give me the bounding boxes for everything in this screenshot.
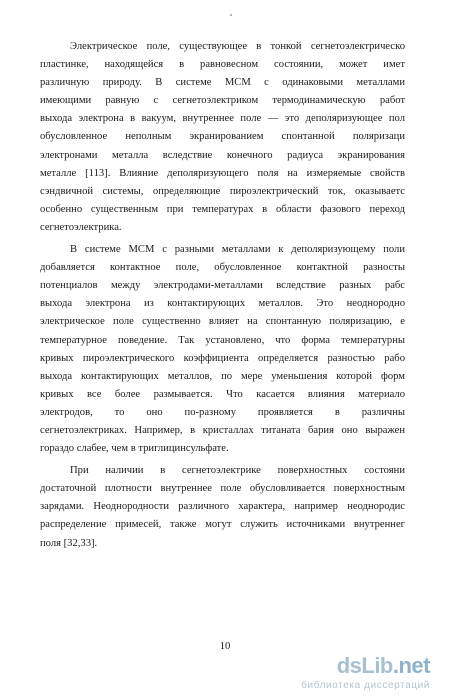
text-line: пластинке, находящейся в равновесном состоянии, может имет bbox=[40, 59, 405, 71]
watermark-logo-main: dsLib bbox=[336, 653, 393, 678]
text-line: электрическое поле существенно влияет на спонтанную поляризацию, е bbox=[40, 316, 405, 328]
text-line: зарядами. Неоднородности различного характера, например неоднородис bbox=[40, 501, 405, 513]
page-number: 10 bbox=[219, 641, 231, 652]
text-line: поля [32,33]. bbox=[40, 537, 98, 549]
paragraph bbox=[40, 38, 405, 237]
watermark-tagline: библиотека диссертаций bbox=[301, 680, 430, 691]
text-line: В системе МСМ с разными металлами к деполяризующему поли bbox=[70, 244, 405, 256]
text-line: кривых пироэлектрического коэффициента определяется разностью рабо bbox=[40, 352, 405, 364]
watermark-logo bbox=[337, 653, 430, 679]
text-line: различную природу. В системе МСМ с одинаковыми металлами bbox=[40, 77, 405, 89]
text-line: добавляется контактное поле, обусловленное контактной разносты bbox=[40, 262, 405, 274]
text-line: имеющими равную с сегнетоэлектриком термодинамическую работ bbox=[40, 95, 405, 107]
text-line: обусловленное неполным экранированием спонтанной поляризаци bbox=[40, 131, 405, 143]
text-line: выхода электрона из контактирующих металлов. Это неоднородно bbox=[40, 298, 405, 310]
text-line: распределение примесей, также могут служить источниками внутреннег bbox=[40, 519, 405, 531]
text-line: достаточной плотности внутреннее поле обусловливается поверхностным bbox=[40, 483, 405, 495]
text-line: выхода электрона в вакуум, внутреннее поле — это деполяризующее пол bbox=[40, 113, 405, 125]
text-line: Электрическое поле, существующее в тонкой сегнетоэлектрическо bbox=[70, 41, 405, 52]
text-line: сегнетоэлектриках. Например, в кристаллах титаната бария оно выражен bbox=[40, 424, 405, 436]
text-line: электродов, то оно по-разному проявляется в различны bbox=[40, 406, 405, 418]
text-line: При наличии в сегнетоэлектрике поверхностных состояни bbox=[70, 465, 405, 477]
text-line: гораздо слабее, чем в триглицинсульфате. bbox=[40, 443, 229, 455]
text-line: металле [113]. Влияние деполяризующего поля на измеряемые свойств bbox=[40, 167, 405, 179]
text-line: сегнетоэлектрика. bbox=[40, 221, 122, 233]
text-line: потенциалов между электродами-металлами вследствие разных рабс bbox=[40, 280, 405, 292]
text-line: особенно существенным при температурах в области фазового переход bbox=[40, 203, 405, 215]
paragraph bbox=[40, 241, 405, 458]
document-body bbox=[40, 38, 405, 553]
text-line: сэндвичной системы, определяющие пироэлектрический ток, оказываетс bbox=[40, 185, 405, 197]
scan-speck bbox=[230, 14, 232, 16]
text-line: электронами металла вследствие конечного радиуса экранирования bbox=[40, 149, 405, 161]
paragraph bbox=[40, 462, 405, 552]
watermark-logo-suffix: .net bbox=[392, 653, 430, 678]
text-line: кривых все более размывается. Что касается влияния материало bbox=[40, 388, 405, 400]
text-line: температурное поведение. Так установлено, что форма температурны bbox=[40, 334, 405, 346]
watermark bbox=[270, 653, 430, 693]
text-line: выхода контактирующих металлов, по мере уменьшения которой форм bbox=[40, 370, 405, 382]
